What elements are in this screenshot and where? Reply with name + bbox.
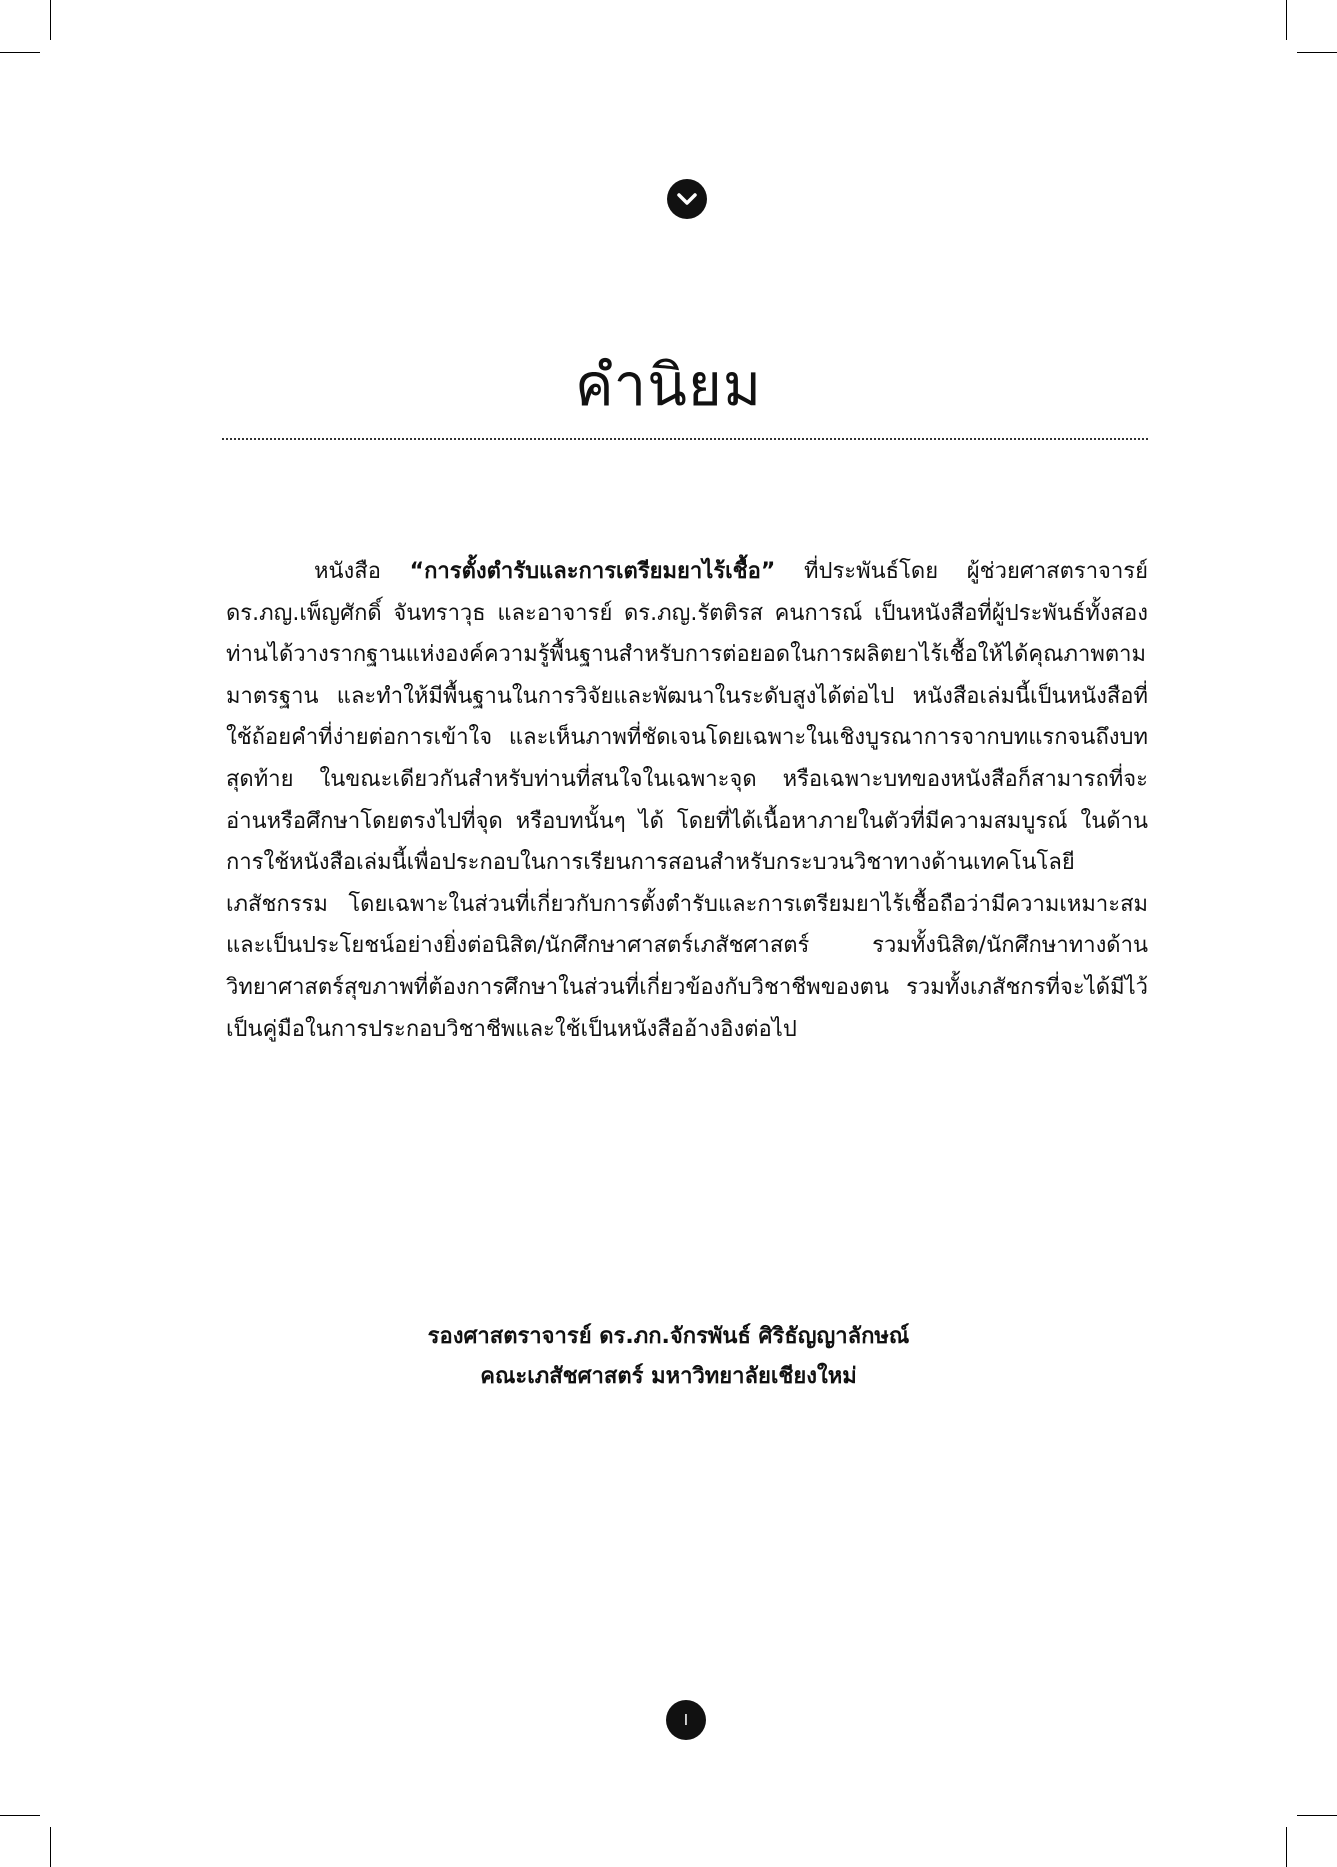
page-number: I [666, 1700, 706, 1740]
foreword-text: ที่ประพันธ์โดย ผู้ช่วยศาสตราจารย์ ดร.ภญ.เพ็ญศักดิ์ จันทราวุธ และอาจารย์ ดร.ภญ.รัตติรส คนการณ์ เป็นหนังสือที่ผู้ประพันธ์ทั้งสองท่านได้วางรากฐานแห่งองค์ความรู้พื้นฐานสำหรับการต่อยอดในการผลิตยาไร้เชื้อให้ได้คุณภาพตามมาตรฐาน และทำให้มีพื้นฐานในการวิจัยและพัฒนาในระดับสูงได้ต่อไป หนังสือเล่มนี้เป็นหนังสือที่ใช้ถ้อยคำที่ง่ายต่อการเข้าใจ และเห็นภาพที่ชัดเจนโดยเฉพาะในเชิงบูรณาการจากบทแรกจนถึงบทสุดท้าย ในขณะเดียวกันสำหรับท่านที่สนใจในเฉพาะจุด หรือเฉพาะบทของหนังสือก็สามารถที่จะอ่านหรือศึกษาโดยตรงไปที่จุด หรือบทนั้นๆ ได้ โดยที่ได้เนื้อหาภายในตัวที่มีความสมบูรณ์ ในด้านการใช้หนังสือเล่มนี้เพื่อประกอบในการเรียนการสอนสำหรับกระบวนวิชาทางด้านเทคโนโลยีเภสัชกรรม โดยเฉพาะในส่วนที่เกี่ยวกับการตั้งตำรับและการเตรียมยาไร้เชื้อถือว่ามีความเหมาะสมและเป็นประโยชน์อย่างยิ่งต่อนิสิต/นักศึกษาศาสตร์เภสัชศาสตร์ รวมทั้งนิสิต/นักศึกษาทางด้านวิทยาศาสตร์สุขภาพที่ต้องการศึกษาในส่วนที่เกี่ยวข้องกับวิชาชีพของตน รวมทั้งเภสัชกรที่จะได้มีไว้เป็นคู่มือในการประกอบวิชาชีพและใช้เป็นหนังสืออ้างอิงต่อไป [226, 559, 1149, 1042]
crop-mark [50, 0, 51, 40]
page-title: คำนิยม [574, 351, 763, 419]
crop-mark [0, 1815, 40, 1816]
crop-mark [0, 52, 40, 53]
crop-mark [1286, 0, 1287, 40]
book-title: “การตั้งตำรับและการเตรียมยาไร้เชื้อ” [409, 559, 776, 584]
crop-mark [1297, 52, 1337, 53]
foreword-lead: หนังสือ [314, 559, 381, 584]
chevron-down-icon [667, 179, 707, 219]
dotted-divider [222, 438, 1148, 440]
crop-mark [1286, 1827, 1287, 1867]
signature-affiliation: คณะเภสัชศาสตร์ มหาวิทยาลัยเชียงใหม่ [480, 1364, 857, 1389]
signature-name: รองศาสตราจารย์ ดร.ภก.จักรพันธ์ ศิริธัญญาลักษณ์ [427, 1324, 910, 1349]
foreword-paragraph [226, 551, 1148, 1050]
signature-block [0, 1317, 1337, 1397]
crop-mark [1297, 1815, 1337, 1816]
crop-mark [50, 1827, 51, 1867]
